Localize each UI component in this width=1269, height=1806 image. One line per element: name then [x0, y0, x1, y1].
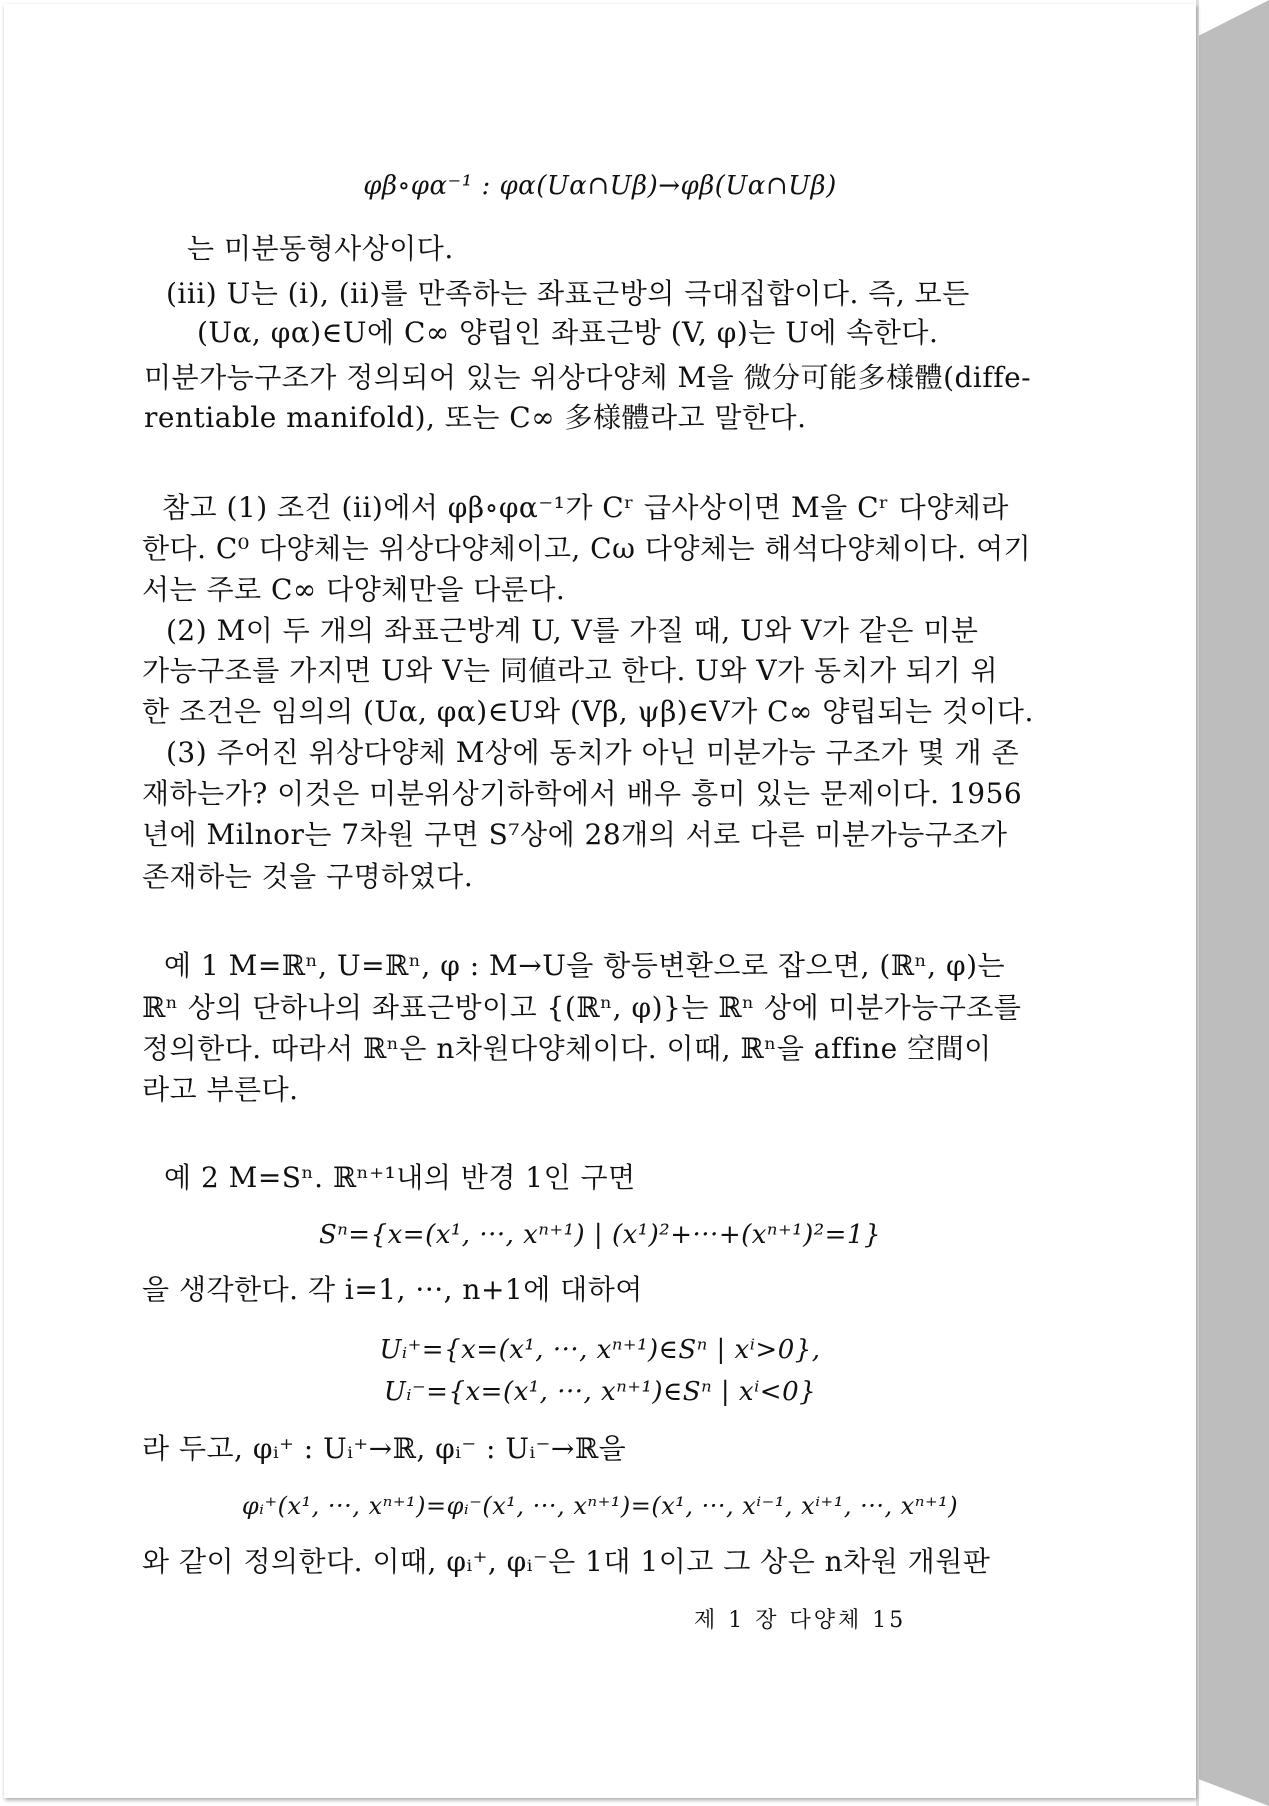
text-line: 라 두고, φᵢ⁺ : Uᵢ⁺→ℝ, φᵢ⁻ : Uᵢ⁻→ℝ을 — [142, 1432, 627, 1465]
text-line: 존재하는 것을 구명하였다. — [142, 860, 474, 893]
equation-transition-map: φβ∘φα⁻¹ : φα(Uα∩Uβ)→φβ(Uα∩Uβ) — [363, 171, 837, 201]
text-line: 는 미분동형사상이다. — [187, 232, 454, 265]
page-stack-edge — [1198, 0, 1269, 1806]
example-1-heading-line: 예 1 M=ℝⁿ, U=ℝⁿ, φ : M→U을 항등변환으로 잡으면, (ℝⁿ, φ)는 — [164, 949, 1006, 982]
text-line: (Uα, φα)∈U에 C∞ 양립인 좌표근방 (V, φ)는 U에 속한다. — [197, 316, 939, 349]
text-line: ℝⁿ 상의 단하나의 좌표근방이고 {(ℝⁿ, φ)}는 ℝⁿ 상에 미분가능구조를 — [142, 991, 1022, 1024]
text-line: 을 생각한다. 각 i=1, ···, n+1에 대하여 — [142, 1273, 643, 1306]
example-2-heading-line: 예 2 M=Sⁿ. ℝⁿ⁺¹내의 반경 1인 구면 — [164, 1161, 636, 1194]
text-line: 와 같이 정의한다. 이때, φᵢ⁺, φᵢ⁻은 1대 1이고 그 상은 n차원 개원판 — [142, 1545, 991, 1578]
text-line: (2) M이 두 개의 좌표근방계 U, V를 가질 때, U와 V가 같은 미분 — [166, 614, 979, 647]
text-line: 한 조건은 임의의 (Uα, φα)∈U와 (Vβ, ψβ)∈V가 C∞ 양립되는 것이다. — [142, 695, 1034, 728]
text-line: 재하는가? 이것은 미분위상기하학에서 배우 흥미 있는 문제이다. 1956 — [142, 777, 1023, 810]
text-line: 정의한다. 따라서 ℝⁿ은 n차원다양체이다. 이때, ℝⁿ을 affine 空間이 — [142, 1032, 992, 1065]
text-line: 한다. C⁰ 다양체는 위상다양체이고, Cω 다양체는 해석다양체이다. 여기 — [142, 532, 1032, 565]
text-line: 라고 부른다. — [142, 1073, 299, 1106]
text-line: 가능구조를 가지면 U와 V는 同値라고 한다. U와 V가 동치가 되기 위 — [142, 654, 999, 687]
book-page — [4, 4, 1196, 1798]
page-footer: 제 1 장 다양체 15 — [694, 1608, 907, 1633]
equation-u-plus: Uᵢ⁺={x=(x¹, ···, xⁿ⁺¹)∈Sⁿ | xⁱ>0}, — [379, 1335, 821, 1365]
equation-chart-map: φᵢ⁺(x¹, ···, xⁿ⁺¹)=φᵢ⁻(x¹, ···, xⁿ⁺¹)=(x¹, ···, xⁱ⁻¹, xⁱ⁺¹, ···, xⁿ⁺¹) — [241, 1492, 959, 1520]
page-edge-highlight — [1196, 0, 1199, 1806]
text-line: (3) 주어진 위상다양체 M상에 동치가 아닌 미분가능 구조가 몇 개 존 — [166, 736, 1020, 769]
text-line: 서는 주로 C∞ 다양체만을 다룬다. — [142, 573, 566, 606]
equation-u-minus: Uᵢ⁻={x=(x¹, ···, xⁿ⁺¹)∈Sⁿ | xⁱ<0} — [383, 1377, 817, 1407]
equation-sphere: Sⁿ={x=(x¹, ···, xⁿ⁺¹) | (x¹)²+···+(xⁿ⁺¹)²=1} — [318, 1220, 882, 1250]
text-line: 미분가능구조가 정의되어 있는 위상다양체 M을 微分可能多様體(diffe- — [144, 361, 1032, 394]
text-line: rentiable manifold), 또는 C∞ 多様體라고 말한다. — [144, 401, 807, 434]
text-line: (iii) U는 (i), (ii)를 만족하는 좌표근방의 극대집합이다. 즉, 모든 — [166, 277, 970, 310]
note-heading-line: 참고 (1) 조건 (ii)에서 φβ∘φα⁻¹가 Cʳ 급사상이면 M을 Cʳ 다양체라 — [162, 491, 1009, 524]
text-line: 년에 Milnor는 7차원 구면 S⁷상에 28개의 서로 다른 미분가능구조가 — [142, 818, 1008, 851]
